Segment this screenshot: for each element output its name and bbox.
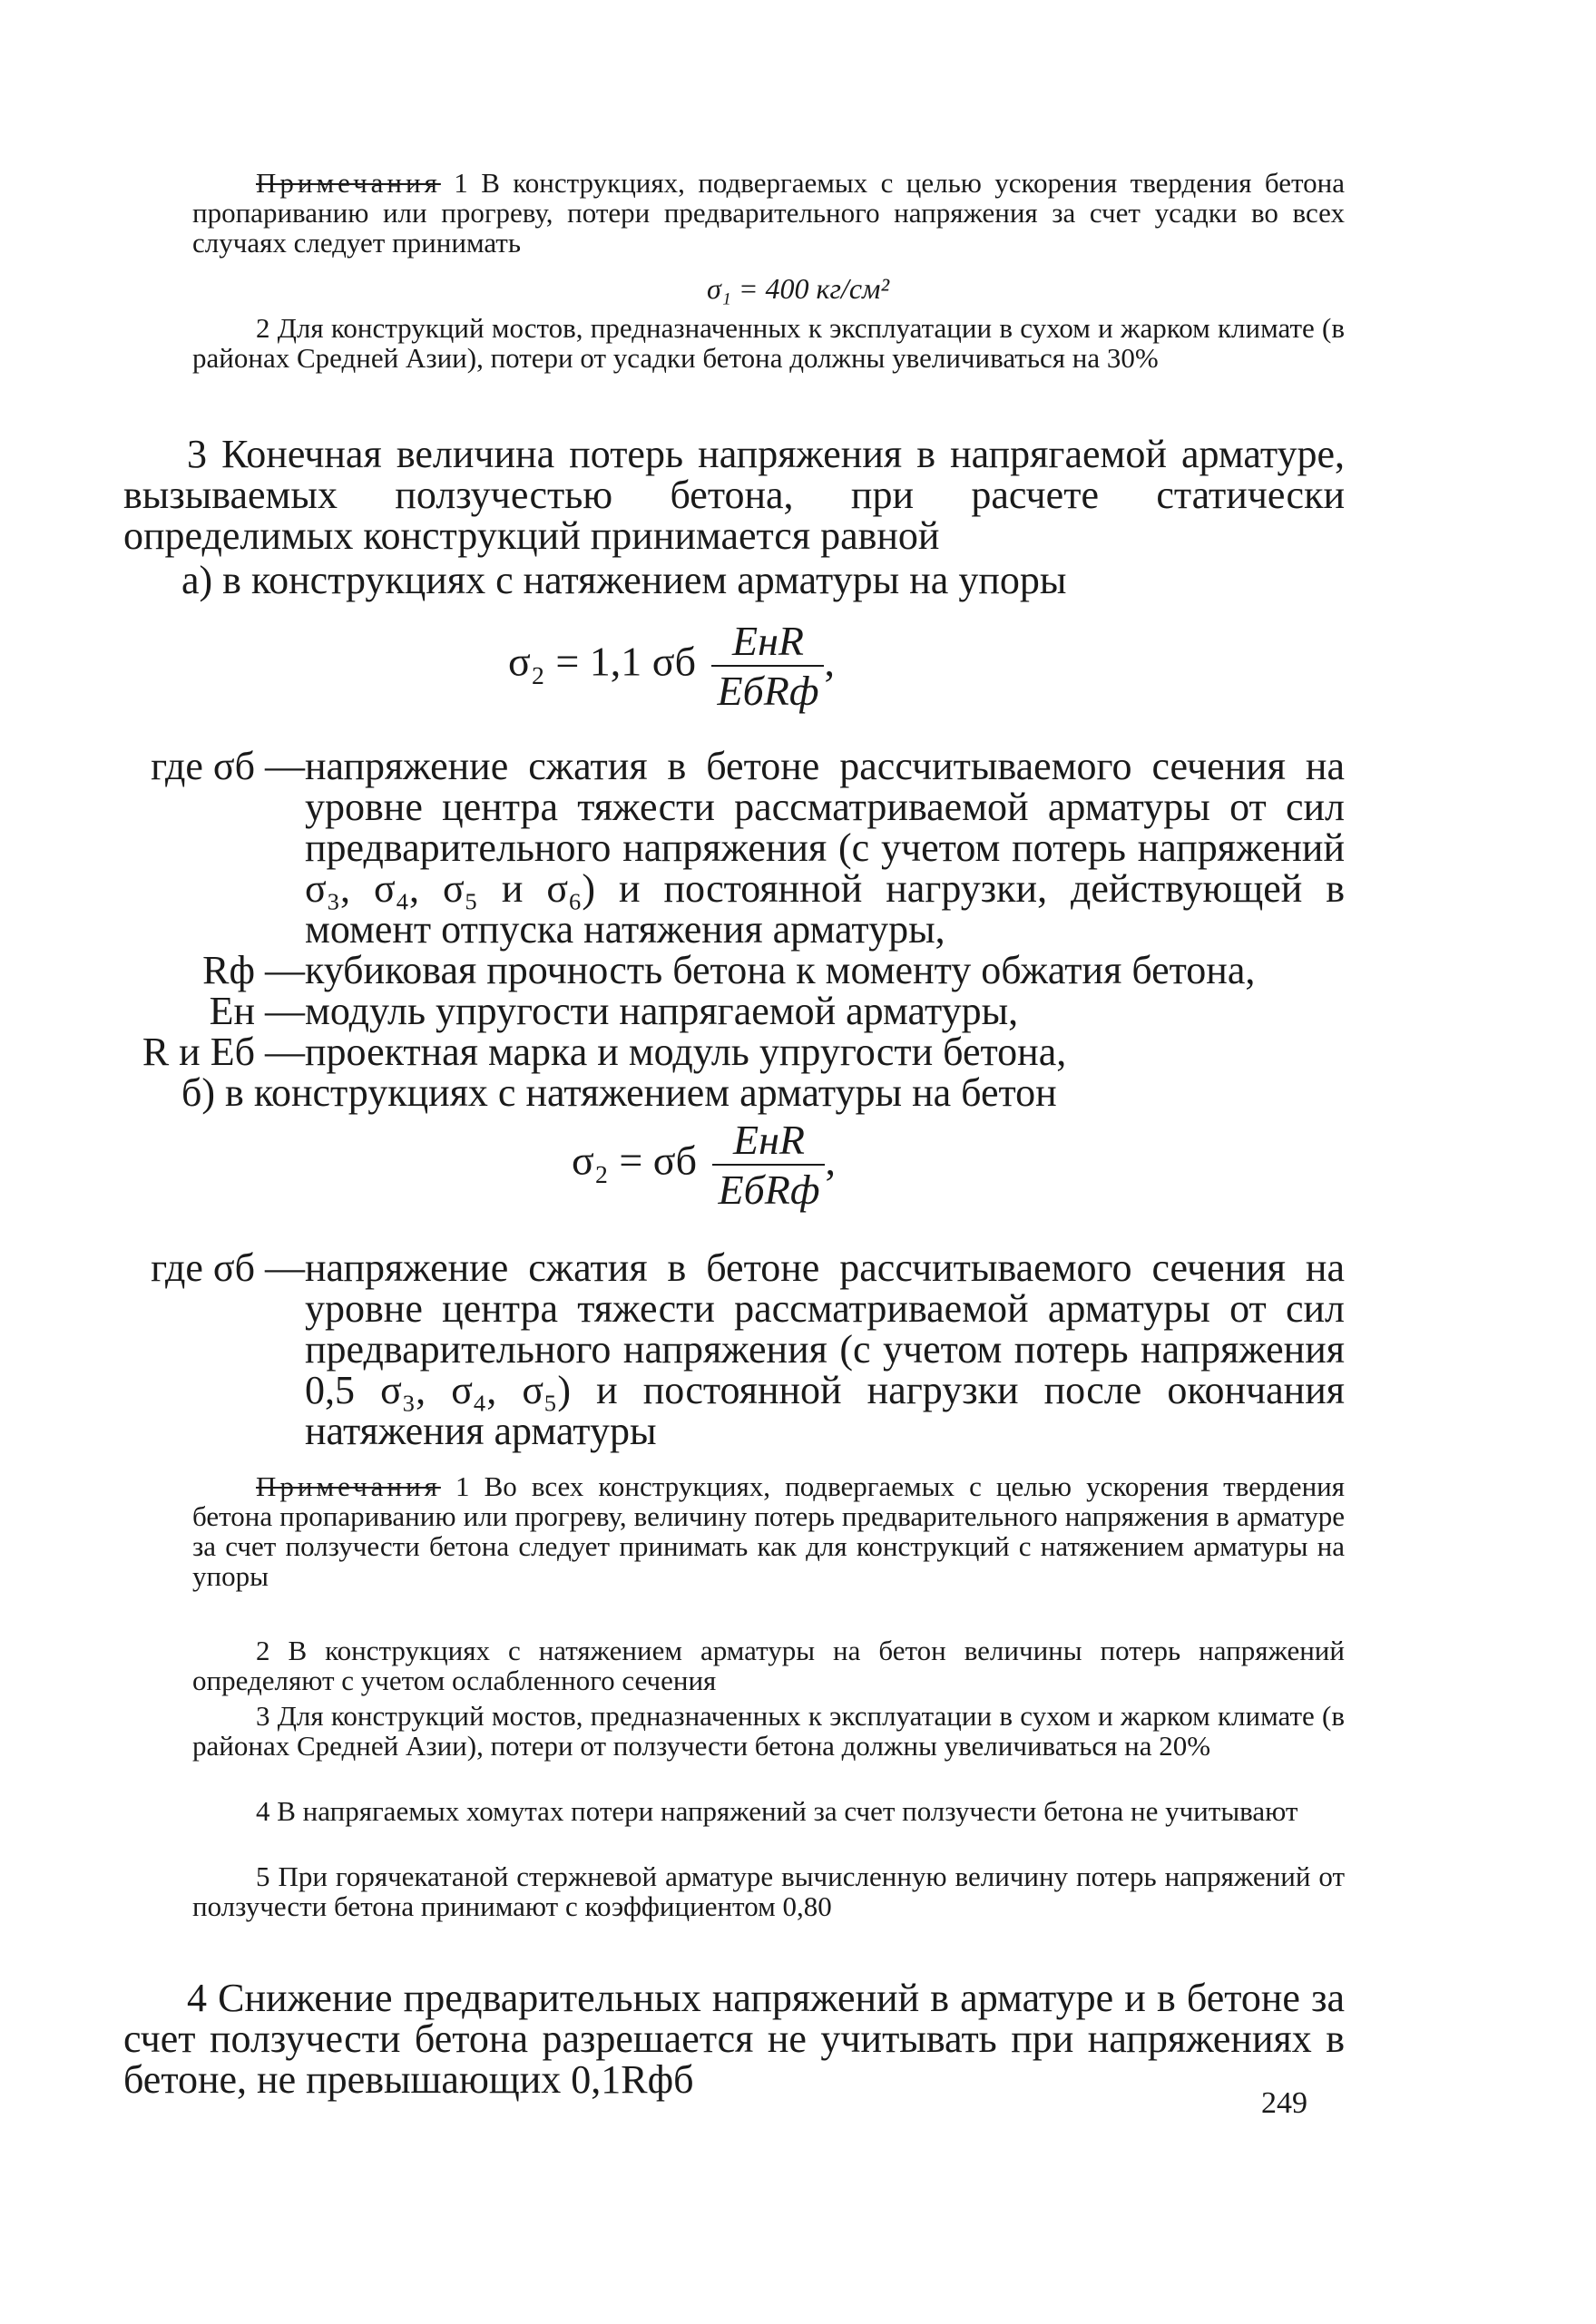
formula-lhs: σ₂ = σб — [572, 1137, 697, 1184]
definitions-b — [123, 1247, 1345, 1451]
paragraph-3: 3 Конечная величина потерь напряжения в напрягаемой арматуре, вызываемых ползучестью бетона, при расчете статически определимых конструкций принимается равной — [123, 432, 1345, 558]
definition-term: где σб — — [151, 744, 305, 788]
formula-lhs: σ₂ = 1,1 σб — [508, 638, 696, 685]
definition-term: R и Eб — — [142, 1030, 305, 1074]
definition-term: Eн — — [209, 989, 305, 1033]
definition-term: где σб — — [151, 1245, 305, 1290]
page-number: 249 — [1261, 2086, 1307, 2120]
notes-heading: Примечания — [256, 167, 441, 199]
note-text: 1 Во всех конструкциях, подвергаемых с целью ускорения твердения бетона пропариванию или прогреву, величину потерь предварительного напряжения в арматуре за счет ползучести бетона следует принимать как для конструкций с натяжением арматуры на упоры — [192, 1470, 1346, 1592]
formula-tail: , — [825, 1137, 836, 1184]
formula-fraction — [712, 1116, 825, 1214]
definition-text: напряжение сжатия в бетоне рассчитываемого сечения на уровне центра тяжести рассматриваемой арматуры от сил предварительного напряжения (с учетом потерь напряжений σ₃, σ₄, σ₅ и σ₆) и постоянной нагрузки, действующей в момент отпуска натяжения арматуры, — [305, 744, 1345, 952]
definition-row — [123, 746, 1345, 950]
item-a-heading: а) в конструкциях с натяжением арматуры на упоры — [181, 558, 1067, 602]
definition-row — [123, 1031, 1345, 1072]
definition-row — [123, 991, 1345, 1031]
definition-text: модуль упругости напрягаемой арматуры, — [305, 989, 1019, 1033]
note-2-item-3: 3 Для конструкций мостов, предназначенных к эксплуатации в сухом и жарком климате (в районах Средней Азии), потери от ползучести бетона должны увеличиваться на 20% — [192, 1700, 1345, 1762]
creep-loss-formula-a — [508, 617, 835, 715]
item-b-heading: б) в конструкциях с натяжением арматуры на бетон — [181, 1070, 1057, 1115]
formula-numerator: EнR — [711, 617, 824, 667]
formula-denominator: EбRф — [718, 1167, 820, 1213]
notes-heading: Примечания — [256, 1470, 441, 1502]
definition-row — [123, 950, 1345, 991]
definitions-a — [123, 746, 1345, 1113]
note-text: 1 В конструкциях, подвергаемых с целью ускорения твердения бетона пропариванию или прогреву, потери предварительного напряжения за счет усадки во всех случаях следует принимать — [192, 167, 1345, 259]
note-1-item-2: 2 Для конструкций мостов, предназначенных к эксплуатации в сухом и жарком климате (в районах Средней Азии), потери от усадки бетона должны увеличиваться на 30% — [192, 312, 1345, 374]
note-1-item-1 — [192, 168, 1345, 258]
formula-denominator: EбRф — [717, 668, 819, 714]
definition-text: напряжение сжатия в бетоне рассчитываемого сечения на уровне центра тяжести рассматриваемой арматуры от сил предварительного напряжения (с учетом потерь напряжения 0,5 σ₃, σ₄, σ₅) и постоянной нагрузки после окончания натяжения арматуры — [305, 1245, 1345, 1453]
creep-loss-formula-b — [572, 1116, 836, 1214]
formula-tail: , — [824, 638, 835, 685]
definition-text: кубиковая прочность бетона к моменту обжатия бетона, — [305, 948, 1256, 992]
formula-fraction — [711, 617, 824, 715]
paragraph-4: 4 Снижение предварительных напряжений в арматуре и в бетоне за счет ползучести бетона разрешается не учитывать при напряжениях в бетоне, не превышающих 0,1Rфб — [123, 1976, 1345, 2102]
formula-numerator: EнR — [712, 1116, 825, 1166]
definition-term: Rф — — [202, 948, 305, 992]
shrinkage-formula: σ₁ = 400 кг/см² — [706, 272, 890, 305]
note-2-item-4: 4 В напрягаемых хомутах потери напряжений за счет ползучести бетона не учитывают — [256, 1795, 1298, 1827]
note-2-item-2: 2 В конструкциях с натяжением арматуры на бетон величины потерь напряжений определяют с учетом ослабленного сечения — [192, 1635, 1345, 1696]
note-2-item-1 — [192, 1471, 1345, 1591]
definition-text: проектная марка и модуль упругости бетона, — [305, 1030, 1067, 1074]
definition-row — [123, 1247, 1345, 1451]
note-2-item-5: 5 При горячекатаной стержневой арматуре вычисленную величину потерь напряжений от ползучести бетона принимают с коэффициентом 0,80 — [192, 1860, 1345, 1922]
